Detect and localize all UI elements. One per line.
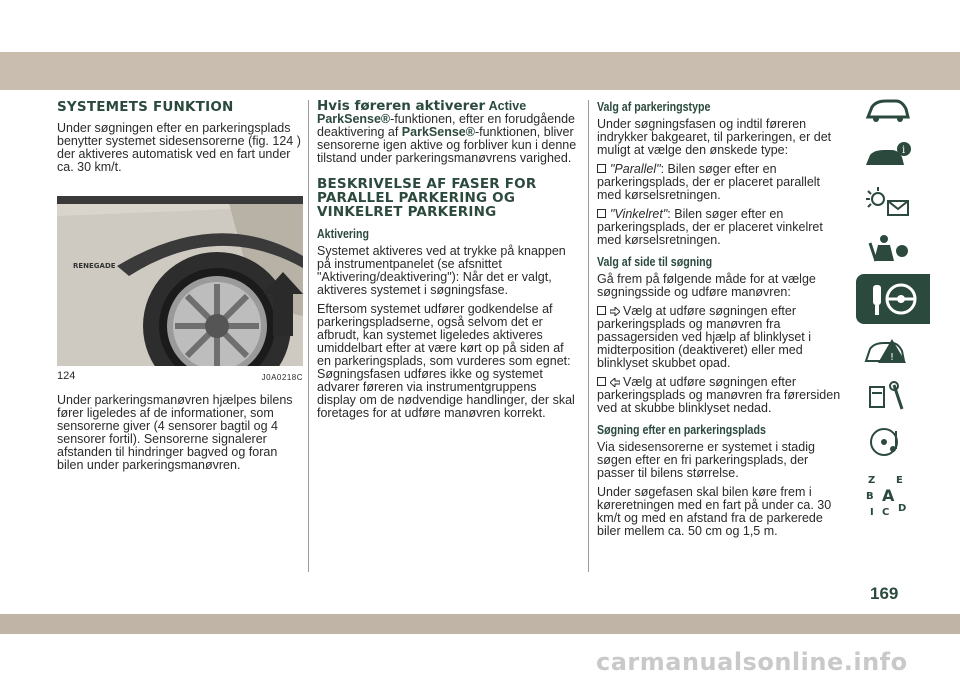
arrow-left-icon xyxy=(610,378,620,387)
bullet-item xyxy=(597,305,847,370)
paragraph: Under søgningsfasen og indtil føreren indrykker bakgearet, til parkeringen, er det muligt at vælge den ønskede type: xyxy=(597,117,832,157)
subheading: Valg af parkeringstype xyxy=(597,100,711,114)
emergency-icon[interactable] xyxy=(856,330,918,370)
svg-text:C: C xyxy=(882,507,890,518)
bullet-box-icon xyxy=(597,209,606,218)
svg-text:Z: Z xyxy=(868,475,876,486)
figure-code: J0A0218C xyxy=(261,373,303,382)
bullet-label: "Vinkelret" xyxy=(610,207,668,221)
lead-rest: -funktionen, bliver sensorerne igen aktive og forbliver kun i denne tilstand under parkeringsmanøvrens varighed. xyxy=(317,125,577,165)
svg-text:i: i xyxy=(902,145,906,156)
svg-text:E: E xyxy=(896,475,903,486)
subheading: Aktivering xyxy=(317,227,369,241)
lead-rest: -funktionen, efter en forudgående deaktivering af xyxy=(317,112,576,139)
multimedia-icon[interactable] xyxy=(856,422,918,462)
svg-text:I: I xyxy=(870,507,874,518)
tools-icon[interactable] xyxy=(856,376,918,416)
svg-text:D: D xyxy=(898,503,907,514)
bullet-text: : Bilen søger efter en parkeringsplads, der er placeret vinkelret med kørselsretningen. xyxy=(597,207,823,247)
lead-paragraph xyxy=(317,100,577,165)
bullet-label: "Parallel" xyxy=(610,162,661,176)
subheading: Valg af side til søgning xyxy=(597,255,713,269)
warning-lights-icon[interactable] xyxy=(856,182,918,222)
steering-key-icon[interactable] xyxy=(856,274,930,324)
bullet-text: Vælg at udføre søgningen efter parkeringsplads og manøvren fra passagersiden ved hjælp af blinklyset i midterposition (deaktiveret) eller med blinklyset skubbet opad. xyxy=(597,304,812,370)
bullet-item xyxy=(597,376,847,415)
top-margin xyxy=(0,0,960,52)
column-divider xyxy=(308,100,309,572)
alphabet-index xyxy=(860,469,914,519)
bullet-item xyxy=(597,163,847,202)
paragraph: Via sidesensorerne er systemet i stadig søgen efter en fri parkeringsplads, der passer til bilens størrelse. xyxy=(597,440,815,480)
bullet-text: : Bilen søger efter en parkeringsplads, der er placeret parallelt med kørselsretningen. xyxy=(597,162,821,202)
paragraph: Under parkeringsmanøvren hjælpes bilens fører ligeledes af de informationer, som sensorerne giver (4 sensorer bagtil og 4 sensorer fortil). Sensorerne signalerer afstanden til hindringer bagved og foran bilen under parkeringsmanøvren. xyxy=(57,393,293,472)
paragraph: Systemet aktiveres ved at trykke på knappen på instrumentpanelet (se afsnittet "Aktivering/deaktivering"): Når det er valgt, aktiveres systemet i søgningsfase. xyxy=(317,244,566,297)
header-band xyxy=(0,52,960,90)
paragraph: Under søgefasen skal bilen køre frem i køreretningen med en fart på under ca. 30 km/t og med en afstand fra de parkerede biler mellem ca. 50 cm og 1,5 m. xyxy=(597,485,832,538)
paragraph: Eftersom systemet udfører godkendelse af parkeringspladserne, også selvom det er afbrudt, kan systemet ligeledes aktiveres umiddelbart efter at være kørt op på siden af en parkeringsplads, som vurderes som egnet: Søgningsfasen udføres ikke og systemet advarer føreren via instrumentgruppens display om de nødvendige handlinger, der skal foretages for at udføre manøvren korrekt. xyxy=(317,302,575,420)
bullet-box-icon xyxy=(597,164,606,173)
bullet-box-icon xyxy=(597,377,606,386)
column-3 xyxy=(597,100,847,544)
car-info-icon[interactable] xyxy=(856,136,918,176)
brand-name: Active ParkSense® xyxy=(317,99,527,126)
section-heading: SYSTEMETS FUNKTION xyxy=(57,99,234,115)
subheading: Søgning efter en parkeringsplads xyxy=(597,423,766,437)
chapter-sidebar xyxy=(856,90,930,526)
watermark: carmanualsonline.info xyxy=(596,648,908,676)
bullet-item xyxy=(597,208,847,247)
figure-caption xyxy=(57,370,303,382)
figure-car-wheel xyxy=(57,196,303,366)
column-divider xyxy=(588,100,589,572)
column-2 xyxy=(317,100,577,426)
lead-text: Hvis føreren aktiverer xyxy=(317,98,486,114)
svg-text:RENEGADE: RENEGADE xyxy=(73,262,116,270)
safety-icon[interactable] xyxy=(856,228,918,268)
svg-text:A: A xyxy=(882,486,895,505)
paragraph: Gå frem på følgende måde for at vælge søgningsside og udføre manøvren: xyxy=(597,272,816,299)
svg-text:B: B xyxy=(866,491,874,502)
car-overview-icon[interactable] xyxy=(856,90,918,130)
column-1 xyxy=(57,100,303,478)
section-heading: BESKRIVELSE AF FASER FOR PARALLEL PARKERING OG VINKELRET PARKERING xyxy=(317,176,537,220)
footer-band xyxy=(0,614,960,634)
arrow-right-icon xyxy=(610,307,620,316)
index-icon[interactable] xyxy=(856,468,918,520)
car-wheel-illustration xyxy=(57,196,303,366)
brand-name: ParkSense® xyxy=(401,125,475,139)
bullet-box-icon xyxy=(597,306,606,315)
page-number: 169 xyxy=(870,584,899,603)
figure-number: 124 xyxy=(57,370,76,382)
paragraph: Under søgningen efter en parkeringsplads benytter systemet sidesensorerne (fig. 124 ) der aktiveres automatisk ved en fart under ca. 30 km/t. xyxy=(57,121,301,174)
svg-text:!: ! xyxy=(890,352,895,363)
bullet-text: Vælg at udføre søgningen efter parkeringsplads og manøvren fra førersiden ved at skubbe blinklyset nedad. xyxy=(597,375,841,415)
